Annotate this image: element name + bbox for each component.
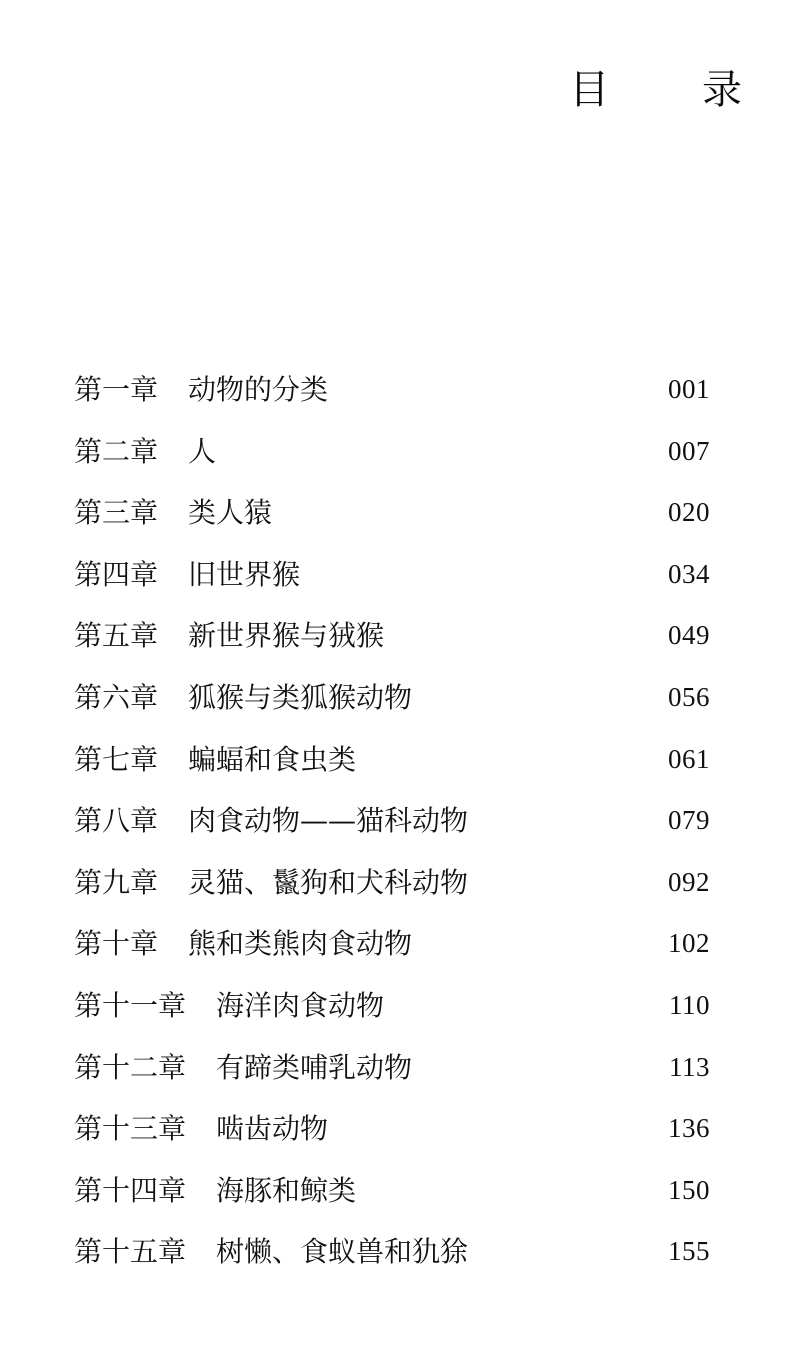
chapter-title: 有蹄类哺乳动物	[216, 1050, 413, 1084]
page-number: 007	[668, 435, 710, 466]
page-number: 136	[668, 1113, 710, 1144]
chapter-label: 第十五章	[74, 1235, 187, 1269]
toc-item	[74, 421, 710, 483]
toc-item	[74, 667, 710, 729]
chapter-label: 第九章	[74, 865, 159, 899]
chapter-label: 第三章	[74, 496, 159, 530]
page-number: 079	[668, 805, 710, 836]
toc-item	[74, 359, 710, 421]
page-number: 061	[668, 743, 710, 774]
toc-item	[74, 1098, 710, 1160]
toc-item	[74, 790, 710, 852]
chapter-title: 人	[188, 434, 217, 468]
chapter-label: 第六章	[74, 680, 159, 714]
toc-item	[74, 1160, 710, 1222]
chapter-label: 第一章	[74, 373, 159, 406]
chapter-title: 灵猫、鬣狗和犬科动物	[188, 865, 469, 899]
chapter-title: 肉食动物——猫科动物	[188, 804, 469, 838]
chapter-title: 旧世界猴	[188, 557, 301, 591]
page-number: 102	[668, 928, 710, 959]
page-number: 034	[668, 558, 710, 589]
page-number: 110	[669, 989, 710, 1020]
toc-item	[74, 729, 710, 791]
page-number: 155	[668, 1236, 710, 1267]
page-number: 113	[669, 1051, 710, 1082]
page-number: 020	[668, 497, 710, 528]
page-number: 001	[668, 374, 710, 404]
toc-item	[74, 975, 710, 1037]
toc-item	[74, 544, 710, 606]
toc-item	[74, 1037, 710, 1099]
chapter-title: 蝙蝠和食虫类	[188, 742, 357, 776]
chapter-label: 第十二章	[74, 1050, 187, 1084]
page-title: 目 录	[569, 67, 782, 113]
chapter-label: 第十四章	[74, 1173, 187, 1207]
chapter-title: 动物的分类	[188, 373, 329, 406]
chapter-title: 啮齿动物	[216, 1112, 329, 1146]
page-number: 150	[668, 1174, 710, 1205]
toc-item	[74, 913, 710, 975]
chapter-title: 类人猿	[188, 496, 273, 530]
page-number: 049	[668, 620, 710, 651]
chapter-label: 第二章	[74, 434, 159, 468]
chapter-label: 第十一章	[74, 988, 187, 1022]
chapter-title: 新世界猴与狨猴	[188, 619, 385, 653]
chapter-label: 第七章	[74, 742, 159, 776]
chapter-title: 海豚和鲸类	[216, 1173, 357, 1207]
chapter-label: 第五章	[74, 619, 159, 653]
page-number: 092	[668, 866, 710, 897]
chapter-title: 熊和类熊肉食动物	[188, 927, 413, 961]
page-number: 056	[668, 681, 710, 712]
chapter-label: 第四章	[74, 557, 159, 591]
chapter-label: 第十三章	[74, 1112, 187, 1146]
toc-item	[74, 605, 710, 667]
toc-item	[74, 852, 710, 914]
chapter-title: 海洋肉食动物	[216, 988, 385, 1022]
toc-item	[74, 482, 710, 544]
chapter-label: 第十章	[74, 927, 159, 961]
chapter-label: 第八章	[74, 804, 159, 838]
table-of-contents	[74, 359, 710, 1283]
toc-item	[74, 1221, 710, 1283]
chapter-title: 树懒、食蚁兽和犰狳	[216, 1235, 469, 1269]
chapter-title: 狐猴与类狐猴动物	[188, 680, 413, 714]
